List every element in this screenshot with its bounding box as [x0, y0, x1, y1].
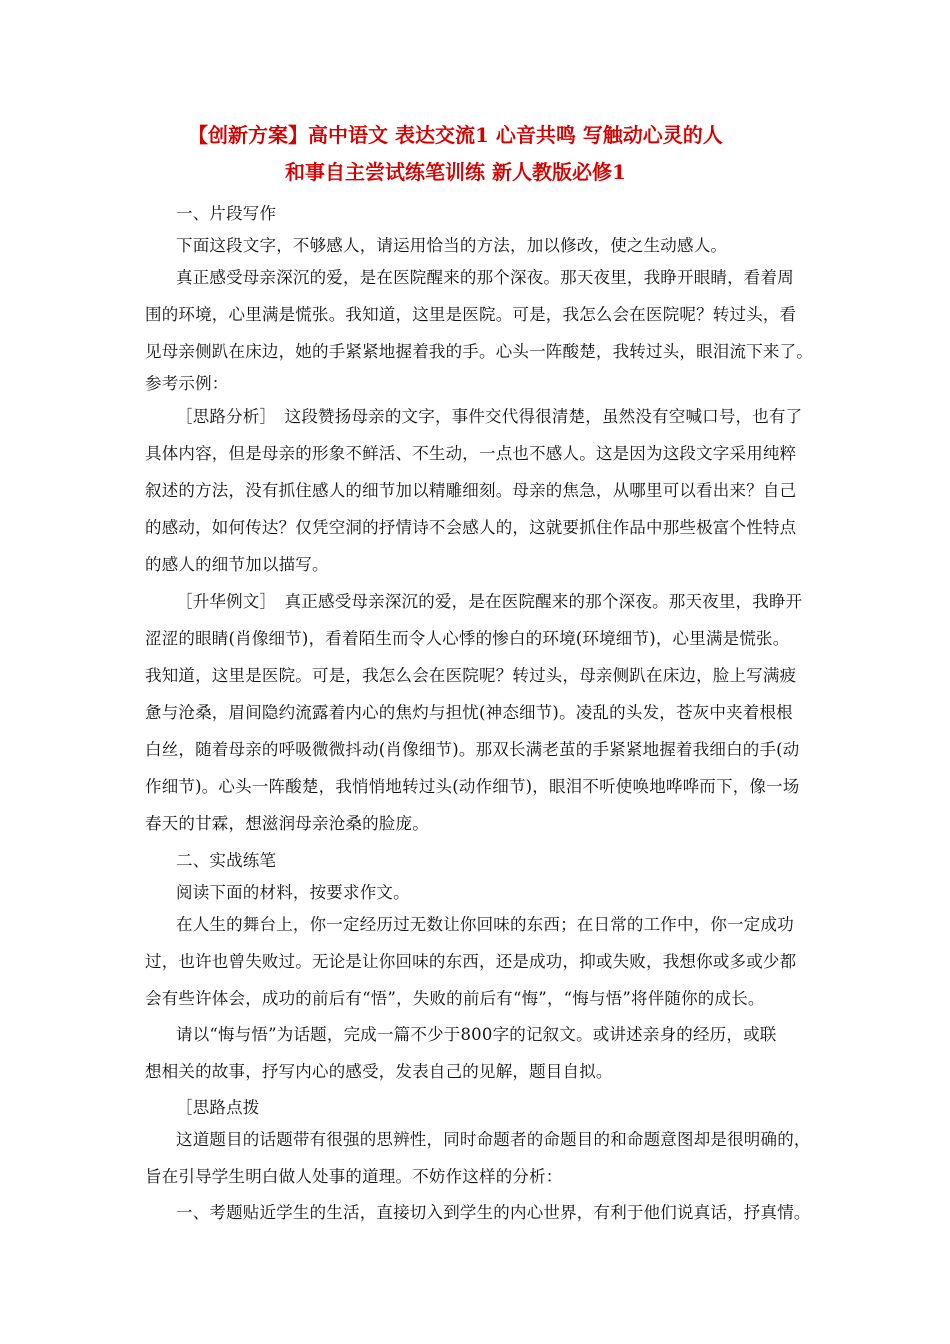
section-heading-1: 一、片段写作	[176, 204, 277, 223]
paragraph-line: 请以“悔与悟”为话题，完成一篇不少于800字的记叙文。或讲述亲身的经历，或联	[176, 1025, 777, 1044]
paragraph-line: 真正感受母亲深沉的爱，是在医院醒来的那个深夜。那天夜里，我睁开眼睛，看着周	[176, 268, 794, 287]
paragraph-line: 围的环境，心里满是慌张。我知道，这里是医院。可是，我怎么会在医院呢？转过头，看	[145, 305, 797, 324]
paragraph-line: 这道题目的话题带有很强的思辨性，同时命题者的命题目的和命题意图却是很明确的，	[176, 1130, 811, 1149]
paragraph-line: 具体内容，但是母亲的形象不鲜活、不生动，一点也不感人。这是因为这段文字采用纯粹	[145, 444, 797, 463]
section-heading-2: 二、实战练笔	[176, 851, 277, 870]
document-title-line-2: 和事自主尝试练笔训练 新人教版必修1	[285, 160, 626, 184]
paragraph-line: 阅读下面的材料，按要求作文。	[176, 883, 410, 902]
paragraph-line: 在人生的舞台上，你一定经历过无数让你回味的东西；在日常的工作中，你一定成功	[176, 915, 794, 934]
paragraph-line: 叙述的方法，没有抓住感人的细节加以精雕细刻。母亲的焦急，从哪里可以看出来？自己	[145, 481, 797, 500]
paragraph-line: 会有些许体会，成功的前后有“悟”，失败的前后有“悔”，“悔与悟”将伴随你的成长。	[145, 989, 765, 1008]
document-title-line-1: 【创新方案】高中语文 表达交流1 心音共鸣 写触动心灵的人	[188, 123, 723, 147]
paragraph-line: 参考示例：	[145, 374, 229, 393]
paragraph-line: 春天的甘霖，想滋润母亲沧桑的脸庞。	[145, 814, 429, 833]
paragraph-line: 的感人的细节加以描写。	[145, 555, 329, 574]
paragraph-line: 惫与沧桑，眉间隐约流露着内心的焦灼与担忧(神态细节)。凌乱的头发，苍灰中夹着根根	[145, 703, 793, 722]
paragraph-line: 白丝，随着母亲的呼吸微微抖动(肖像细节)。那双长满老茧的手紧紧地握着我细白的手(动	[145, 740, 800, 759]
paragraph-line: 过，也许也曾失败过。无论是让你回味的东西，还是成功，抑或失败，我想你或多或少都	[145, 952, 797, 971]
paragraph-line: ［升华例文］ 真正感受母亲深沉的爱，是在医院醒来的那个深夜。那天夜里，我睁开	[176, 592, 803, 611]
paragraph-line: ［思路分析］ 这段赞扬母亲的文字，事件交代得很清楚，虽然没有空喊口号，也有了	[176, 407, 803, 426]
paragraph-line: 的感动，如何传达？仅凭空洞的抒情诗不会感人的，这就要抓住作品中那些极富个性特点	[145, 518, 797, 537]
paragraph-line: 旨在引导学生明白做人处事的道理。不妨作这样的分析：	[145, 1167, 563, 1186]
paragraph-line: 我知道，这里是医院。可是，我怎么会在医院呢？转过头，母亲侧趴在床边，脸上写满疲	[145, 666, 797, 685]
paragraph-line: 涩涩的眼睛(肖像细节)，看着陌生而令人心悸的惨白的环境(环境细节)，心里满是慌张。	[145, 629, 790, 648]
paragraph-line: 作细节)。心头一阵酸楚，我悄悄地转过头(动作细节)，眼泪不听使唤地哗哗而下，像一场	[145, 777, 800, 796]
paragraph-line: 下面这段文字，不够感人，请运用恰当的方法，加以修改，使之生动感人。	[176, 236, 728, 255]
paragraph-line: 想相关的故事，抒写内心的感受，发表自己的见解，题目自拟。	[145, 1062, 613, 1081]
paragraph-line: 一、考题贴近学生的生活，直接切入到学生的内心世界，有利于他们说真话，抒真情。	[176, 1203, 811, 1222]
paragraph-line: ［思路点拨	[176, 1098, 260, 1117]
paragraph-line: 见母亲侧趴在床边，她的手紧紧地握着我的手。心头一阵酸楚，我转过头，眼泪流下来了。	[145, 342, 813, 361]
